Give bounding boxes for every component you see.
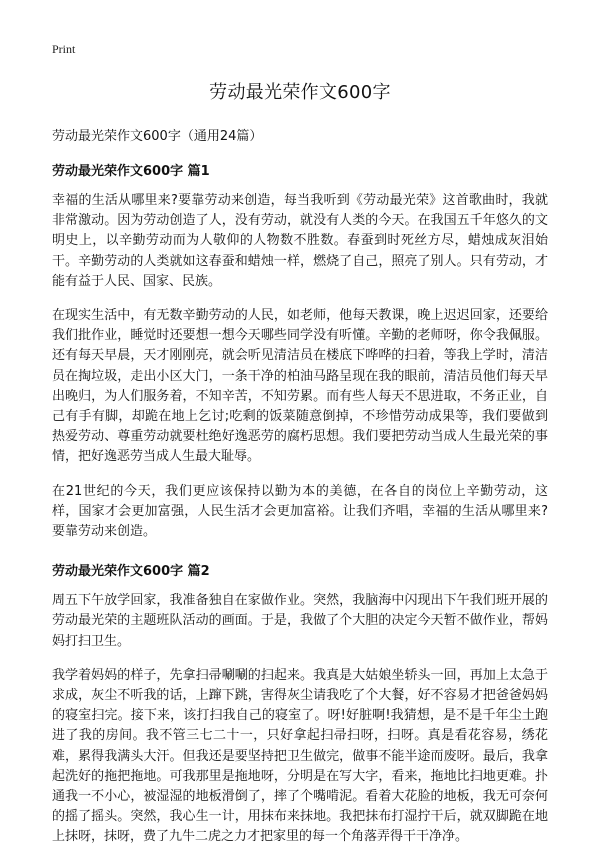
document-subtitle: 劳动最光荣作文600字（通用24篇） bbox=[52, 129, 263, 144]
section-2-paragraph-1: 周五下午放学回家，我准备独自在家做作业。突然，我脑海中闪现出下午我们班开展的劳动最光荣的主题班队活动的画面。于是，我做了个大胆的决定今天暂不做作业，帮妈妈打扫卫生。 bbox=[52, 593, 548, 649]
section-heading-1: 劳动最光荣作文600字 篇1 bbox=[52, 164, 210, 179]
section-1-paragraph-1: 幸福的生活从哪里来?要靠劳动来创造，每当我听到《劳动最光荣》这首歌曲时，我就非常激动。因为劳动创造了人，没有劳动，就没有人类的今天。在我国五千年悠久的文明史上，以辛勤劳动而为人敬仰的人物数不胜数。春蚕到时死丝方尽，蜡烛成灰泪始干。辛勤劳动的人类就如这春蚕和蜡烛一样，燃烧了自己，照亮了别人。只有劳动，才能有益于人民、国家、民族。 bbox=[52, 193, 548, 289]
print-link[interactable]: Print bbox=[52, 42, 76, 56]
section-1-paragraph-3: 在21世纪的今天，我们更应该保持以勤为本的美德，在各自的岗位上辛勤劳动，这样，国家才会更加富强，人民生活才会更加富裕。让我们齐唱，幸福的生活从哪里来?要靠劳动来创造。 bbox=[52, 483, 548, 540]
section-2-paragraph-2: 我学着妈妈的样子，先拿扫帚唰唰的扫起来。我真是大姑娘坐轿头一回，再加上太急于求成，灰尘不听我的话，上蹿下跳，害得灰尘请我吃了个大餐，好不容易才把爸爸妈妈的寝室扫完。接下来，该打扫我自己的寝室了。呀!好脏啊!我猜想，是不是千年尘土跑进了我的房间。我不管三七二十一，只好拿起扫帚扫呀，扫呀。真是看花容易，绣花难，累得我满头大汗。但我还是要坚持把卫生做完，做事不能半途而废呀。最后，我拿起洗好的拖把拖地。可我那里是拖地呀，分明是在写大字，看来，拖地比扫地更难。扑通我一不小心，被湿湿的地板滑倒了，摔了个嘴啃泥。看着大花脸的地板，我无可奈何的摇了摇头。突然，我心生一计，用抹布来抹地。我把抹布打湿拧干后，就双脚跪在地上抹呀，抹呀，费了九牛二虎之力才把家里的每一个角落弄得干干净净。 bbox=[52, 667, 548, 845]
section-1-paragraph-2: 在现实生活中，有无数辛勤劳动的人民，如老师，他每天教课，晚上迟迟回家，还要给我们批作业，睡觉时还要想一想今天哪些同学没有听懂。辛勤的老师呀，你令我佩服。还有每天早晨，天才刚刚亮，就会听见清洁员在楼底下哗哗的扫着，等我上学时，清洁员在掏垃圾，走出小区大门，一条干净的柏油马路呈现在我的眼前，清洁员他们每天早出晚归，为人们服务着，不知辛苦，不知劳累。而有些人每天不思进取，不务正业，自己有手有脚，却跪在地上乞讨;吃剩的饭菜随意倒掉，不珍惜劳动成果等，我们要做到热爱劳动、尊重劳动就要杜绝好逸恶劳的腐朽思想。我们要把劳动当成人生最光荣的事情，把好逸恶劳当成人生最大耻辱。 bbox=[52, 308, 548, 465]
section-heading-2: 劳动最光荣作文600字 篇2 bbox=[52, 564, 210, 580]
document-title: 劳动最光荣作文600字 bbox=[209, 82, 391, 103]
